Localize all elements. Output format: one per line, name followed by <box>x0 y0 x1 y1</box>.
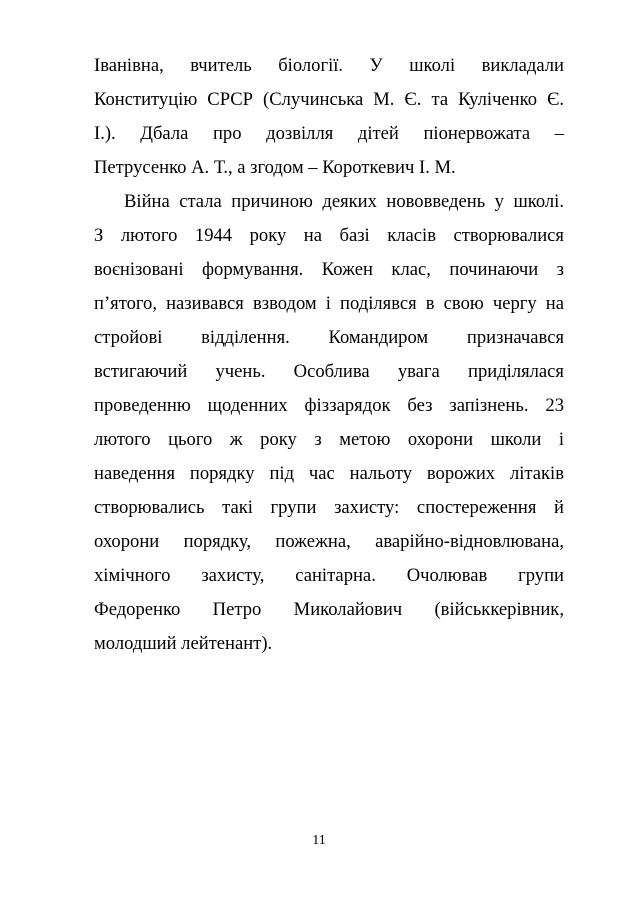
text-line: стройові відділення. Командиром призначався <box>94 327 564 348</box>
text-line: І.). Дбала про дозвілля дітей піонервожата – <box>94 123 564 144</box>
text-line: встигаючий учень. Особлива увага приділялася <box>94 361 564 382</box>
text-line: З лютого 1944 року на базі класів створювалися <box>94 225 564 246</box>
text-line: охорони порядку, пожежна, аварійно-відновлювана, <box>94 531 564 552</box>
text-line: лютого цього ж року з метою охорони школи і <box>94 429 564 450</box>
text-line: Федоренко Петро Миколайович (військкерівник, <box>94 599 564 620</box>
text-line: воєнізовані формування. Кожен клас, починаючи з <box>94 259 564 280</box>
text-line: хімічного захисту, санітарна. Очолював групи <box>94 565 564 586</box>
text-line: наведення порядку під час нальоту ворожих літаків <box>94 463 564 484</box>
text-line: молодший лейтенант). <box>94 633 273 654</box>
page-number: 11 <box>312 833 326 848</box>
text-line: Іванівна, вчитель біології. У школі викладали <box>94 55 564 76</box>
text-line: п’ятого, називався взводом і поділявся в свою чергу на <box>94 293 564 314</box>
paragraph-first-line: Війна стала причиною деяких нововведень у школі. <box>124 191 564 212</box>
text-line: Конституцію СРСР (Случинська М. Є. та Куліченко Є. <box>94 89 564 110</box>
text-line: проведенню щоденних фіззарядок без запізнень. 23 <box>94 395 564 416</box>
text-line: створювались такі групи захисту: спостереження й <box>94 497 564 518</box>
text-line: Петрусенко А. Т., а згодом – Короткевич І. М. <box>94 157 456 178</box>
